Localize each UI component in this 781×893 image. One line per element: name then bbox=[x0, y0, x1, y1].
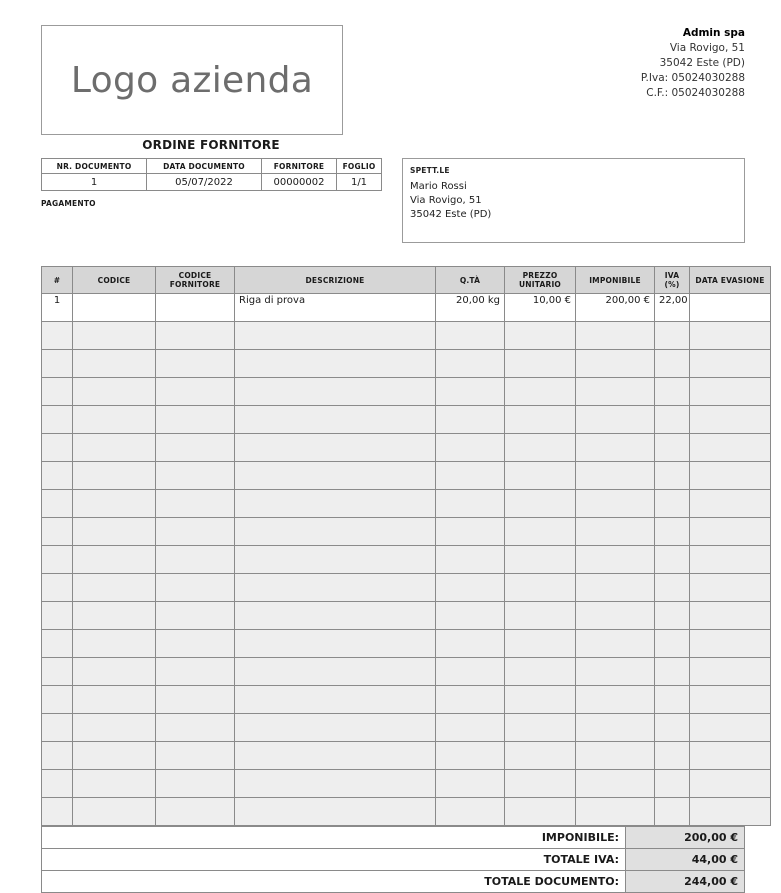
table-row-empty[interactable] bbox=[42, 490, 771, 518]
cell-empty bbox=[73, 742, 156, 770]
cell-empty bbox=[235, 462, 436, 490]
cell-empty bbox=[156, 658, 235, 686]
cell-empty bbox=[576, 378, 655, 406]
cell-empty bbox=[156, 686, 235, 714]
cell-empty bbox=[505, 434, 576, 462]
totals-label: IMPONIBILE: bbox=[42, 827, 626, 849]
cell-empty bbox=[156, 490, 235, 518]
cell-empty bbox=[436, 490, 505, 518]
cell-empty bbox=[436, 602, 505, 630]
cell-empty bbox=[42, 350, 73, 378]
document-page bbox=[41, 0, 765, 893]
cell-empty bbox=[690, 574, 771, 602]
cell-empty bbox=[73, 546, 156, 574]
cell-empty bbox=[436, 546, 505, 574]
cell-empty bbox=[73, 798, 156, 826]
cell-empty bbox=[505, 462, 576, 490]
cell-empty bbox=[235, 518, 436, 546]
cell-empty bbox=[505, 350, 576, 378]
meta-value-row bbox=[42, 174, 382, 191]
table-row-empty[interactable] bbox=[42, 434, 771, 462]
cell-empty bbox=[655, 714, 690, 742]
cell-empty bbox=[73, 574, 156, 602]
table-row-empty[interactable] bbox=[42, 658, 771, 686]
cell-empty bbox=[505, 546, 576, 574]
cell-empty bbox=[576, 350, 655, 378]
cell-empty bbox=[42, 322, 73, 350]
column-header-codice-fornitore: CODICE FORNITORE bbox=[156, 267, 235, 294]
cell-empty bbox=[156, 630, 235, 658]
table-row-empty[interactable] bbox=[42, 630, 771, 658]
cell-empty bbox=[576, 630, 655, 658]
company-fiscal-code: C.F.: 05024030288 bbox=[646, 87, 745, 99]
cell-empty bbox=[690, 770, 771, 798]
cell-empty bbox=[235, 490, 436, 518]
cell-empty bbox=[690, 322, 771, 350]
cell-empty bbox=[156, 462, 235, 490]
document-title: ORDINE FORNITORE bbox=[142, 138, 280, 152]
cell-empty bbox=[42, 434, 73, 462]
cell-empty bbox=[655, 658, 690, 686]
cell-empty bbox=[235, 378, 436, 406]
cell-empty bbox=[690, 686, 771, 714]
column-header-num: # bbox=[42, 267, 73, 294]
table-row[interactable] bbox=[42, 294, 771, 322]
cell-empty bbox=[505, 714, 576, 742]
cell-empty bbox=[436, 350, 505, 378]
cell-prezzo_unitario: 10,00 € bbox=[505, 294, 576, 322]
cell-empty bbox=[436, 798, 505, 826]
totals-value: 244,00 € bbox=[626, 871, 745, 893]
cell-empty bbox=[235, 434, 436, 462]
cell-empty bbox=[576, 322, 655, 350]
cell-empty bbox=[505, 602, 576, 630]
cell-empty bbox=[235, 770, 436, 798]
cell-empty bbox=[690, 406, 771, 434]
cell-codice bbox=[73, 294, 156, 322]
column-header-imponibile: IMPONIBILE bbox=[576, 267, 655, 294]
cell-empty bbox=[655, 434, 690, 462]
cell-empty bbox=[436, 742, 505, 770]
totals-label: TOTALE DOCUMENTO: bbox=[42, 871, 626, 893]
cell-empty bbox=[42, 770, 73, 798]
cell-empty bbox=[73, 462, 156, 490]
cell-empty bbox=[655, 630, 690, 658]
column-header-codice: CODICE bbox=[73, 267, 156, 294]
cell-empty bbox=[42, 798, 73, 826]
totals-row bbox=[42, 849, 745, 871]
company-name: Admin spa bbox=[682, 27, 745, 39]
cell-empty bbox=[576, 546, 655, 574]
table-row-empty[interactable] bbox=[42, 406, 771, 434]
table-row-empty[interactable] bbox=[42, 686, 771, 714]
cell-empty bbox=[505, 686, 576, 714]
cell-empty bbox=[655, 462, 690, 490]
cell-descrizione: Riga di prova bbox=[235, 294, 436, 322]
cell-empty bbox=[576, 798, 655, 826]
cell-empty bbox=[436, 658, 505, 686]
table-row-empty[interactable] bbox=[42, 350, 771, 378]
cell-empty bbox=[505, 322, 576, 350]
company-address: Via Rovigo, 51 bbox=[669, 42, 745, 54]
totals-row bbox=[42, 827, 745, 849]
cell-empty bbox=[576, 714, 655, 742]
cell-empty bbox=[576, 490, 655, 518]
table-row-empty[interactable] bbox=[42, 602, 771, 630]
cell-data_evasione bbox=[690, 294, 771, 322]
table-row-empty[interactable] bbox=[42, 378, 771, 406]
table-row-empty[interactable] bbox=[42, 546, 771, 574]
cell-empty bbox=[156, 602, 235, 630]
cell-empty bbox=[235, 798, 436, 826]
meta-header-row bbox=[42, 159, 382, 174]
cell-empty bbox=[156, 546, 235, 574]
cell-empty bbox=[73, 322, 156, 350]
cell-empty bbox=[235, 658, 436, 686]
logo-placeholder-text: Logo azienda bbox=[70, 59, 314, 101]
cell-empty bbox=[505, 630, 576, 658]
table-row-empty[interactable] bbox=[42, 742, 771, 770]
cell-iva: 22,00 bbox=[655, 294, 690, 322]
cell-empty bbox=[690, 546, 771, 574]
cell-empty bbox=[73, 714, 156, 742]
cell-empty bbox=[235, 630, 436, 658]
cell-empty bbox=[576, 406, 655, 434]
cell-empty bbox=[73, 770, 156, 798]
totals-value: 44,00 € bbox=[626, 849, 745, 871]
cell-empty bbox=[73, 602, 156, 630]
table-row-empty[interactable] bbox=[42, 714, 771, 742]
meta-value-data-documento: 05/07/2022 bbox=[147, 174, 262, 191]
cell-empty bbox=[42, 574, 73, 602]
cell-empty bbox=[436, 574, 505, 602]
cell-empty bbox=[436, 378, 505, 406]
recipient-label: SPETT.LE bbox=[410, 166, 450, 175]
cell-empty bbox=[690, 630, 771, 658]
cell-empty bbox=[436, 406, 505, 434]
cell-empty bbox=[235, 714, 436, 742]
cell-empty bbox=[42, 378, 73, 406]
cell-empty bbox=[690, 742, 771, 770]
column-header-iva: IVA (%) bbox=[655, 267, 690, 294]
cell-empty bbox=[505, 658, 576, 686]
cell-empty bbox=[235, 322, 436, 350]
meta-label-data-documento: DATA DOCUMENTO bbox=[147, 159, 262, 174]
cell-empty bbox=[505, 574, 576, 602]
items-table-head bbox=[42, 267, 771, 294]
cell-empty bbox=[436, 434, 505, 462]
table-row-empty[interactable] bbox=[42, 518, 771, 546]
table-row-empty[interactable] bbox=[42, 574, 771, 602]
cell-empty bbox=[505, 490, 576, 518]
cell-empty bbox=[235, 574, 436, 602]
cell-empty bbox=[505, 798, 576, 826]
company-city: 35042 Este (PD) bbox=[659, 57, 745, 69]
cell-empty bbox=[436, 518, 505, 546]
cell-empty bbox=[156, 742, 235, 770]
cell-codice_fornitore bbox=[156, 294, 235, 322]
meta-value-fornitore: 00000002 bbox=[262, 174, 337, 191]
cell-empty bbox=[655, 798, 690, 826]
cell-empty bbox=[73, 490, 156, 518]
cell-empty bbox=[690, 602, 771, 630]
cell-empty bbox=[655, 406, 690, 434]
cell-empty bbox=[42, 686, 73, 714]
cell-empty bbox=[690, 798, 771, 826]
cell-empty bbox=[436, 686, 505, 714]
company-vat: P.Iva: 05024030288 bbox=[640, 72, 745, 84]
cell-empty bbox=[73, 406, 156, 434]
document-meta-table bbox=[41, 158, 382, 191]
cell-num: 1 bbox=[42, 294, 73, 322]
cell-empty bbox=[156, 406, 235, 434]
document-header bbox=[41, 0, 745, 136]
cell-empty bbox=[235, 686, 436, 714]
cell-empty bbox=[156, 350, 235, 378]
cell-imponibile: 200,00 € bbox=[576, 294, 655, 322]
totals-table bbox=[41, 826, 745, 893]
cell-empty bbox=[690, 658, 771, 686]
cell-empty bbox=[156, 434, 235, 462]
company-details bbox=[641, 26, 745, 101]
cell-empty bbox=[73, 518, 156, 546]
items-header-row bbox=[42, 267, 771, 294]
cell-empty bbox=[42, 490, 73, 518]
cell-empty bbox=[436, 630, 505, 658]
cell-empty bbox=[505, 378, 576, 406]
meta-label-foglio: FOGLIO bbox=[337, 159, 382, 174]
cell-qta: 20,00 kg bbox=[436, 294, 505, 322]
cell-empty bbox=[655, 518, 690, 546]
cell-empty bbox=[156, 322, 235, 350]
cell-empty bbox=[436, 714, 505, 742]
cell-empty bbox=[505, 406, 576, 434]
cell-empty bbox=[235, 350, 436, 378]
cell-empty bbox=[156, 714, 235, 742]
cell-empty bbox=[505, 518, 576, 546]
recipient-city: 35042 Este (PD) bbox=[410, 209, 492, 220]
cell-empty bbox=[690, 378, 771, 406]
meta-value-foglio: 1/1 bbox=[337, 174, 382, 191]
cell-empty bbox=[690, 434, 771, 462]
column-header-qta: Q.TÀ bbox=[436, 267, 505, 294]
totals-value: 200,00 € bbox=[626, 827, 745, 849]
cell-empty bbox=[73, 686, 156, 714]
totals-row bbox=[42, 871, 745, 893]
cell-empty bbox=[576, 574, 655, 602]
cell-empty bbox=[690, 714, 771, 742]
meta-label-fornitore: FORNITORE bbox=[262, 159, 337, 174]
recipient-box bbox=[402, 158, 745, 243]
column-header-prezzo-unitario: PREZZO UNITARIO bbox=[505, 267, 576, 294]
cell-empty bbox=[436, 322, 505, 350]
recipient-name: Mario Rossi bbox=[410, 181, 467, 192]
cell-empty bbox=[156, 770, 235, 798]
pagamento-label: PAGAMENTO bbox=[41, 199, 96, 208]
cell-empty bbox=[235, 602, 436, 630]
cell-empty bbox=[73, 378, 156, 406]
cell-empty bbox=[42, 406, 73, 434]
totals-table-body bbox=[42, 827, 745, 893]
cell-empty bbox=[690, 490, 771, 518]
cell-empty bbox=[655, 574, 690, 602]
cell-empty bbox=[73, 658, 156, 686]
cell-empty bbox=[655, 350, 690, 378]
cell-empty bbox=[690, 462, 771, 490]
cell-empty bbox=[73, 434, 156, 462]
cell-empty bbox=[576, 518, 655, 546]
table-row-empty[interactable] bbox=[42, 322, 771, 350]
cell-empty bbox=[73, 350, 156, 378]
document-info-row bbox=[41, 158, 745, 250]
table-row-empty[interactable] bbox=[42, 798, 771, 826]
cell-empty bbox=[655, 742, 690, 770]
table-row-empty[interactable] bbox=[42, 770, 771, 798]
cell-empty bbox=[156, 798, 235, 826]
cell-empty bbox=[42, 602, 73, 630]
recipient-address: Via Rovigo, 51 bbox=[410, 195, 482, 206]
cell-empty bbox=[42, 714, 73, 742]
cell-empty bbox=[690, 350, 771, 378]
column-header-data-evasione: DATA EVASIONE bbox=[690, 267, 771, 294]
cell-empty bbox=[576, 602, 655, 630]
cell-empty bbox=[42, 742, 73, 770]
meta-value-nr-documento: 1 bbox=[42, 174, 147, 191]
cell-empty bbox=[156, 574, 235, 602]
cell-empty bbox=[655, 602, 690, 630]
items-table bbox=[41, 266, 771, 826]
cell-empty bbox=[505, 770, 576, 798]
cell-empty bbox=[42, 630, 73, 658]
meta-label-nr-documento: NR. DOCUMENTO bbox=[42, 159, 147, 174]
cell-empty bbox=[655, 378, 690, 406]
cell-empty bbox=[235, 546, 436, 574]
cell-empty bbox=[655, 546, 690, 574]
cell-empty bbox=[73, 630, 156, 658]
cell-empty bbox=[42, 546, 73, 574]
cell-empty bbox=[576, 686, 655, 714]
cell-empty bbox=[156, 378, 235, 406]
cell-empty bbox=[235, 742, 436, 770]
company-logo-placeholder bbox=[41, 25, 343, 135]
cell-empty bbox=[576, 742, 655, 770]
cell-empty bbox=[42, 462, 73, 490]
cell-empty bbox=[576, 770, 655, 798]
cell-empty bbox=[436, 462, 505, 490]
cell-empty bbox=[576, 434, 655, 462]
items-table-body bbox=[42, 294, 771, 826]
cell-empty bbox=[436, 770, 505, 798]
cell-empty bbox=[42, 658, 73, 686]
cell-empty bbox=[235, 406, 436, 434]
column-header-descrizione: DESCRIZIONE bbox=[235, 267, 436, 294]
cell-empty bbox=[156, 518, 235, 546]
totals-label: TOTALE IVA: bbox=[42, 849, 626, 871]
cell-empty bbox=[576, 658, 655, 686]
cell-empty bbox=[690, 518, 771, 546]
cell-empty bbox=[42, 518, 73, 546]
cell-empty bbox=[655, 770, 690, 798]
cell-empty bbox=[655, 490, 690, 518]
table-row-empty[interactable] bbox=[42, 462, 771, 490]
cell-empty bbox=[655, 322, 690, 350]
cell-empty bbox=[505, 742, 576, 770]
cell-empty bbox=[655, 686, 690, 714]
cell-empty bbox=[576, 462, 655, 490]
